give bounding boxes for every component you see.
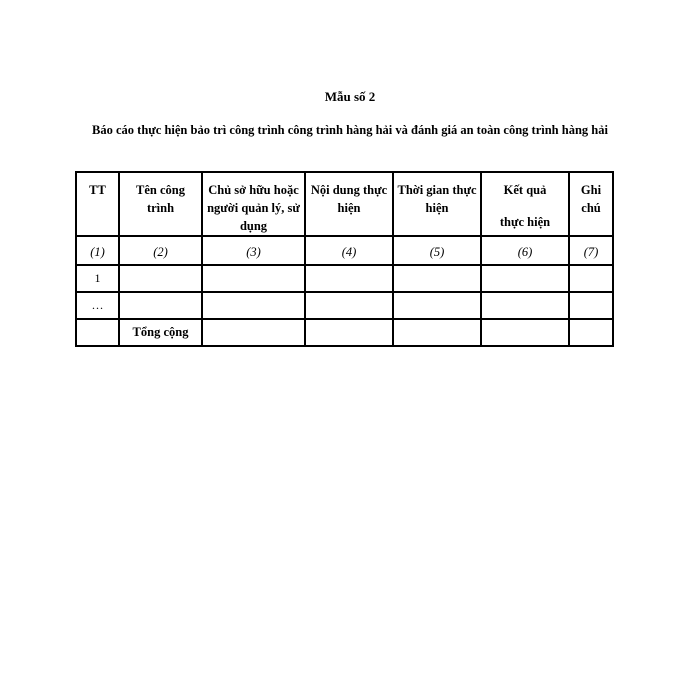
table-cell [305,319,393,346]
header-result-line1: Kết quả [503,183,547,197]
table-cell [481,292,569,319]
table-cell [569,265,613,292]
column-number: (1) [76,236,119,265]
table-cell [119,265,202,292]
table-row [76,265,613,292]
table-cell [305,292,393,319]
document-title: Báo cáo thực hiện bảo trì công trình công trình hàng hải và đánh giá an toàn công trình hàng hải [92,123,608,137]
table-cell [393,265,481,292]
column-number: (3) [202,236,305,265]
table-cell [481,319,569,346]
column-number: (2) [119,236,202,265]
table-cell [202,319,305,346]
total-row [76,319,613,346]
header-content: Nội dung thực hiện [305,172,393,236]
table-cell [569,292,613,319]
table-cell [393,319,481,346]
column-number: (6) [481,236,569,265]
table-cell [202,292,305,319]
header-time: Thời gian thực hiện [393,172,481,236]
header-work-name: Tên công trình [119,172,202,236]
table-cell [119,292,202,319]
form-number: Mẫu số 2 [324,89,376,104]
header-owner: Chủ sở hữu hoặc người quản lý, sử dụng [202,172,305,236]
report-table [75,171,614,347]
table-cell [393,292,481,319]
column-number: (4) [305,236,393,265]
column-number: (5) [393,236,481,265]
row-tt: 1 [76,265,119,292]
row-tt: … [76,292,119,319]
table-row [76,292,613,319]
header-row [76,172,613,236]
table-cell [305,265,393,292]
table-cell [76,319,119,346]
column-number-row [76,236,613,265]
total-label: Tổng cộng [119,319,202,346]
column-number: (7) [569,236,613,265]
table-cell [481,265,569,292]
header-result-line2: thực hiện [499,215,551,229]
table-cell [569,319,613,346]
header-note: Ghi chú [569,172,613,236]
header-tt: TT [76,172,119,236]
table-cell [202,265,305,292]
header-result [481,172,569,236]
